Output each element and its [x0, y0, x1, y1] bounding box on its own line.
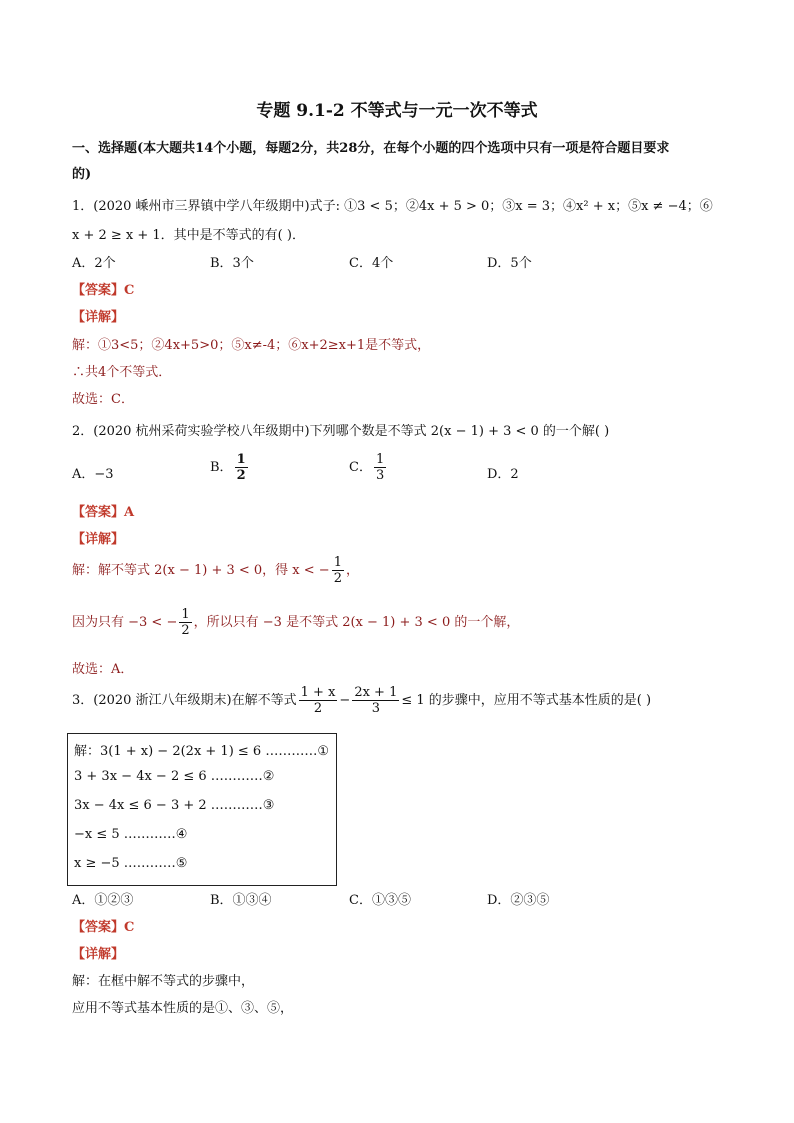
section-heading: 一、选择题(本大题共14个小题，每题2分，共28分，在每个小题的四个选项中只有一项是符合题目要求 [72, 141, 670, 156]
q3-step-4: −x ≤ 5 …………④ [74, 827, 188, 842]
q3-step-3: 3x − 4x ≤ 6 − 3 + 2 …………③ [74, 798, 275, 813]
q1-choose: 故选：C． [72, 392, 134, 407]
minus-sign: − [339, 693, 351, 708]
q3-fraction-2 [352, 685, 399, 716]
section-heading-cont: 的) [72, 167, 92, 182]
q1-solution-line1: 解：①3<5；②4x+5>0；⑤x≠-4；⑥x+2≥x+1是不等式， [72, 338, 431, 353]
q2-answer: 【答案】A [72, 505, 135, 520]
q2-option-b [210, 452, 250, 483]
q2-option-b-label: B． [210, 460, 233, 475]
q3-option-c: C．①③⑤ [349, 893, 411, 908]
q3-stem-tail: ≤ 1 的步骤中，应用不等式基本性质的是( ) [401, 693, 652, 708]
numerator: 1 [236, 452, 246, 467]
q3-solution-line2: 应用不等式基本性质的是①、③、⑤， [72, 1001, 294, 1016]
q2-sol2-text: 因为只有 −3 < − [72, 615, 178, 630]
q2-solution-line2 [72, 607, 519, 638]
q1-option-a: A．2个 [72, 256, 116, 271]
q3-option-b: B．①③④ [210, 893, 272, 908]
q3-option-a: A．①②③ [72, 893, 134, 908]
q3-answer: 【答案】C [72, 920, 135, 935]
denominator: 3 [371, 701, 380, 716]
q2-sol1-tail: ， [345, 563, 359, 578]
q1-option-b: B．3个 [210, 256, 254, 271]
q3-solution-line1: 解：在框中解不等式的步骤中， [72, 974, 255, 989]
numerator: 1 [375, 452, 385, 467]
numerator: 1 [333, 555, 342, 570]
q1-option-d: D．5个 [487, 256, 532, 271]
denominator: 2 [333, 571, 342, 586]
numerator: 1 + x [300, 685, 336, 700]
q2-option-a: A．−3 [72, 467, 114, 482]
denominator: 3 [375, 468, 385, 483]
q2-choose: 故选：A． [72, 662, 134, 677]
q2-sol2-tail: ，所以只有 −3 是不等式 2(x − 1) + 3 < 0 的一个解， [193, 615, 520, 630]
q2-option-c-label: C． [349, 460, 372, 475]
q2-sol1-text: 解：解不等式 2(x − 1) + 3 < 0，得 x < − [72, 563, 330, 578]
denominator: 2 [313, 701, 323, 716]
q1-option-c: C．4个 [349, 256, 394, 271]
q3-step-5: x ≥ −5 …………⑤ [74, 856, 188, 871]
numerator: 2x + 1 [354, 685, 398, 700]
q3-option-d: D．②③⑤ [487, 893, 550, 908]
q3-detail-label: 【详解】 [72, 947, 125, 962]
q1-stem-line2: x + 2 ≥ x + 1．其中是不等式的有( )． [72, 228, 305, 243]
q2-option-c-fraction [374, 452, 386, 483]
q3-stem [72, 685, 651, 716]
q1-answer: 【答案】C [72, 283, 135, 298]
q3-stem-text: 3．(2020 浙江八年级期末)在解不等式 [72, 693, 297, 708]
q3-step-2: 3 + 3x − 4x − 2 ≤ 6 …………② [74, 769, 275, 784]
q2-option-d: D．2 [487, 467, 519, 482]
q1-stem-line1: 1．(2020 嵊州市三界镇中学八年级期中)式子: ①3 < 5；②4x + 5 > 0；③x = 3；④x² + x；⑤x ≠ −4；⑥ [72, 199, 713, 214]
q1-solution-line2: ∴共4个不等式． [72, 365, 172, 380]
q2-sol1-fraction [332, 555, 344, 586]
q2-option-c [349, 452, 388, 483]
q2-stem: 2．(2020 杭州采荷实验学校八年级期中)下列哪个数是不等式 2(x − 1) + 3 < 0 的一个解( ) [72, 424, 610, 439]
q2-sol2-fraction [179, 607, 191, 638]
denominator: 2 [236, 468, 246, 483]
page-title: 专题 9.1-2 不等式与一元一次不等式 [256, 101, 538, 121]
q2-option-b-fraction [235, 452, 248, 483]
q3-fraction-1 [299, 685, 338, 716]
q2-solution-line1 [72, 555, 359, 586]
q3-step-1: 解：3(1 + x) − 2(2x + 1) ≤ 6 …………① [74, 744, 329, 759]
q2-detail-label: 【详解】 [72, 532, 125, 547]
q1-detail-label: 【详解】 [72, 310, 125, 325]
q3-solution-box [67, 733, 337, 886]
denominator: 2 [181, 623, 190, 638]
numerator: 1 [181, 607, 190, 622]
